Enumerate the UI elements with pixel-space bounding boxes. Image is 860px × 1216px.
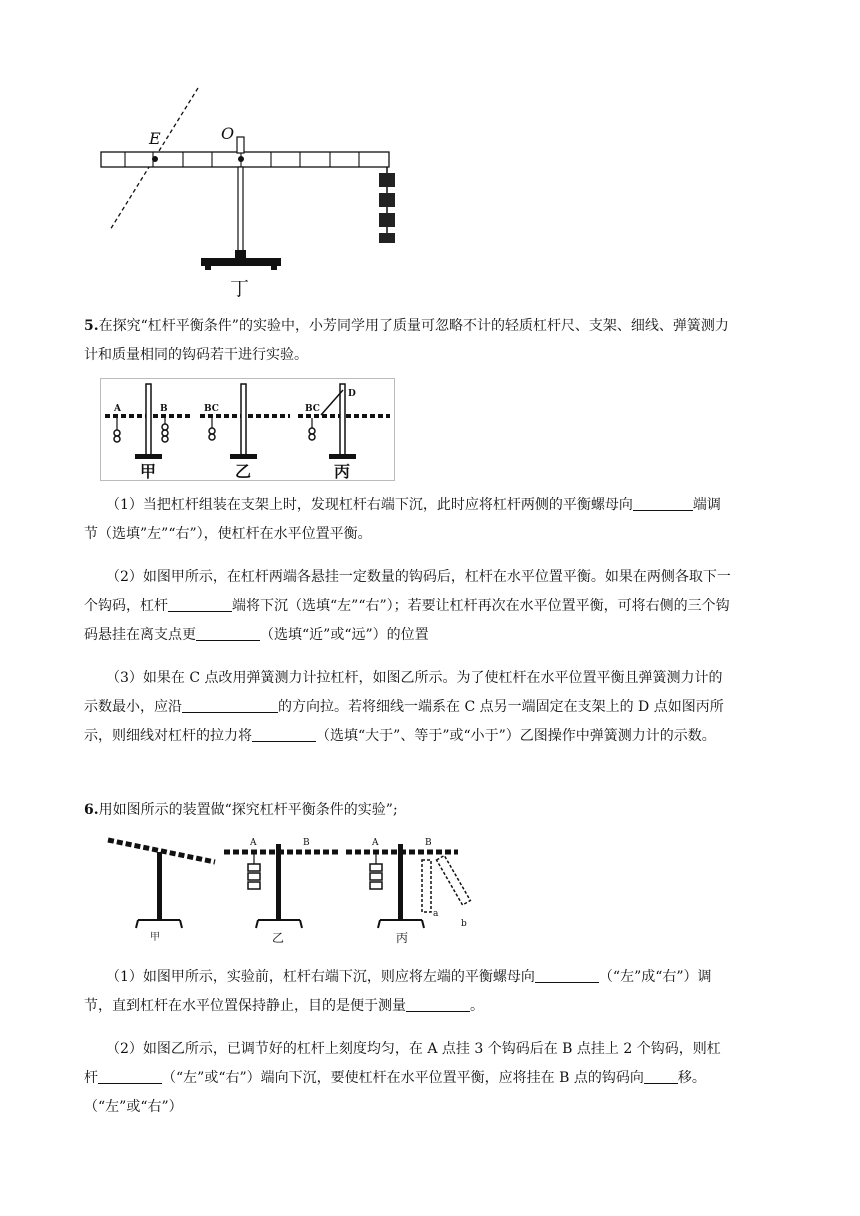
q6-part1: （1）如图甲所示，实验前，杠杆右端下沉，则应将左端的平衡螺母向 （“左”成“右”）调节，直到杠杆在水平位置保持静止，目的是便于测量 。 — [84, 969, 712, 1014]
q5-stem — [84, 312, 734, 370]
q6-blank-3[interactable] — [98, 1069, 162, 1084]
q6-yi-label-b: B — [303, 838, 310, 848]
q5-part1: （1）当把杠杆组装在支架上时，发现杠杆右端下沉，此时应将杠杆两侧的平衡螺母向 端调节（选填”左”“右”），使杠杆在水平位置平衡。 — [84, 497, 721, 542]
q5-figure — [100, 378, 395, 481]
stand-rod — [238, 167, 243, 257]
q6-figure-bing — [346, 838, 470, 945]
q5-yi-label-bc: BC — [204, 404, 219, 414]
q6-yi-label-a: A — [250, 838, 257, 848]
q5-jia-label-a: A — [114, 404, 121, 414]
q5-yi-caption: 乙 — [235, 462, 252, 481]
stand-base — [201, 258, 281, 266]
q6-blank-4[interactable] — [644, 1069, 678, 1084]
q6-figure — [100, 830, 480, 950]
q6-stem — [84, 796, 734, 825]
q6-part2: （2）如图乙所示，已调节好的杠杆上刻度均匀，在 A 点挂 3 个钩码后在 B 点挂上 2 个钩码，则杠杆 （“左”或“右”）端向下沉，要使杠杆在水平位置平衡，应将挂在 B 点的钩码向 移。（“左”或“右”） — [84, 1041, 721, 1115]
q5-jia-caption: 甲 — [140, 462, 157, 481]
q6-bing-label-sb: b — [461, 919, 467, 929]
q6-figure-yi — [224, 838, 338, 945]
q5-bing-label-bc: BC — [305, 404, 320, 414]
q5-part2: （2）如图甲所示，在杠杆两端各悬挂一定数量的钩码后，杠杆在水平位置平衡。如果在两侧各取下一个钩码，杠杆 端将下沉（选填“左”“右”）；若要让杠杆再次在水平位置平衡，可将右侧的三个钩码悬挂在离支点更 （选填“近”或“远”）的位置 — [84, 569, 731, 643]
q5-jia-label-b: B — [160, 404, 168, 414]
lever-figure-ding — [95, 85, 405, 300]
q5-bing-label-d: D — [348, 389, 356, 399]
q5-blank-4[interactable] — [182, 698, 278, 713]
label-o: O — [221, 124, 235, 143]
q6-bing-label-b: B — [425, 838, 432, 848]
q5-stem-text: 在探究“杠杆平衡条件”的实验中，小芳同学用了质量可忽略不计的轻质杠杆尺、支架、细线、弹簧测力计和质量相同的钩码若干进行实验。 — [84, 318, 729, 363]
hanging-weights — [379, 167, 395, 243]
q6-yi-caption: 乙 — [272, 931, 285, 945]
q6-bing-caption: 丙 — [396, 931, 409, 945]
q6-stem-text: 用如图所示的装置做“探究杠杆平衡条件的实验”; — [98, 802, 398, 818]
q6-blank-2[interactable] — [406, 997, 470, 1012]
point-e — [152, 156, 158, 162]
q6-blank-1[interactable] — [535, 968, 599, 983]
q6-figure-jia — [108, 840, 215, 943]
q5-blank-1[interactable] — [633, 496, 693, 511]
lever-bar — [101, 152, 389, 167]
q5-blank-5[interactable] — [252, 727, 316, 742]
q6-bing-label-sa: a — [433, 909, 439, 919]
q6-bing-label-a: A — [372, 838, 379, 848]
pivot-point-o — [238, 156, 244, 162]
q6-jia-caption: 甲 — [150, 932, 160, 943]
q5-blank-3[interactable] — [196, 626, 260, 641]
caption-ding: 丁 — [230, 278, 250, 300]
q5-bing-caption: 丙 — [334, 462, 351, 481]
q6-number: 6. — [84, 802, 99, 818]
q5-blank-2[interactable] — [168, 597, 232, 612]
label-e: E — [149, 129, 161, 148]
q5-number: 5. — [84, 318, 99, 334]
q5-part3: （3）如果在 C 点改用弹簧测力计拉杠杆，如图乙所示。为了使杠杆在水平位置平衡且弹簧测力计的示数最小，应沿 的方向拉。若将细线一端系在 C 点另一端固定在支架上的 D 点如图丙所示，则细线对杠杆的拉力将 （选填“大于”、等于”或“小于”）乙图操作中弹簧测力计的示数。 — [84, 670, 724, 744]
